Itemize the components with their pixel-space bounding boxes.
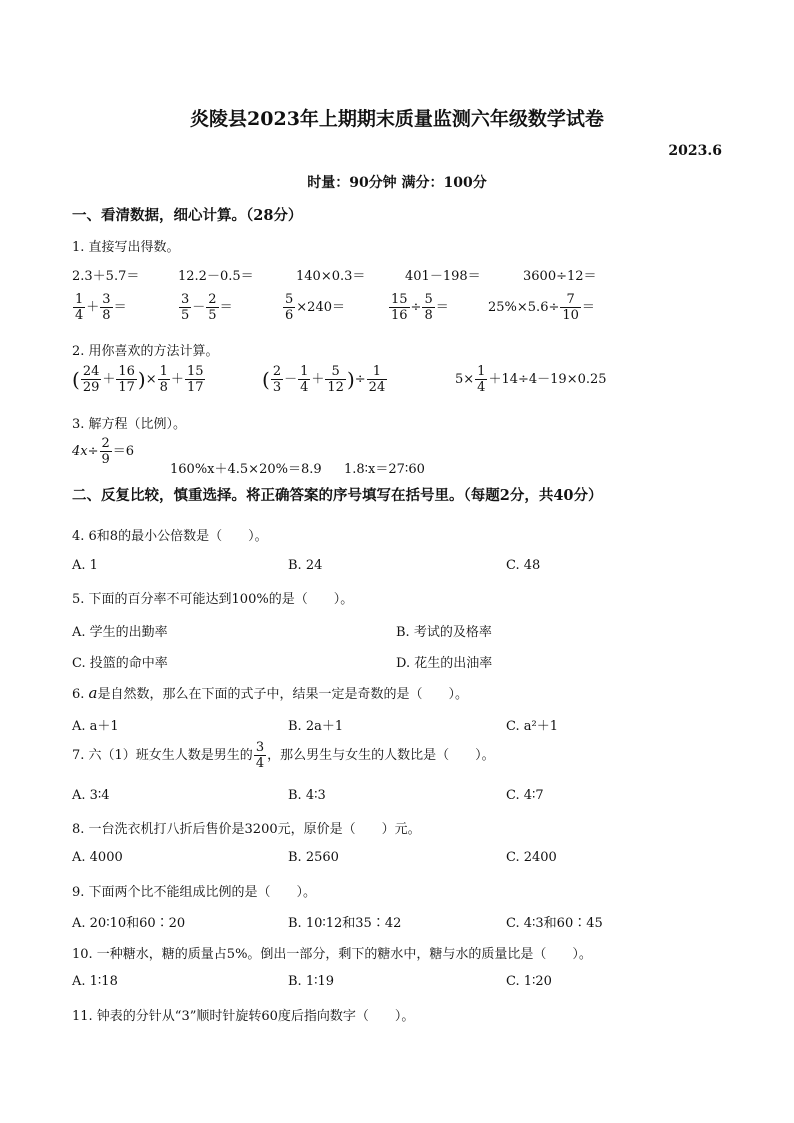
- q3-expr-3: 1.8∶x＝27∶60: [344, 462, 425, 477]
- fraction: $\frac{24}{29}$: [82, 364, 100, 395]
- question-6: 6. a是自然数，那么在下面的式子中，结果一定是奇数的是（ ）。: [72, 684, 469, 702]
- exam-date: 2023.6: [668, 143, 722, 159]
- q4-option-c: C. 48: [506, 558, 541, 573]
- fraction: $\frac{15}{16}$: [391, 292, 408, 323]
- fraction: $\frac{1}{8}$: [159, 364, 168, 395]
- q9-option-a: A. 20∶10和60∶20: [72, 916, 186, 931]
- q9-option-b: B. 10∶12和35∶42: [288, 916, 402, 931]
- q7-option-a: A. 3∶4: [72, 788, 110, 803]
- q10-option-b: B. 1∶19: [288, 974, 335, 989]
- fraction: $\frac{2}{9}$: [101, 436, 110, 467]
- q1-expr-5: 3600÷12＝: [523, 269, 597, 284]
- fraction: $\frac{7}{10}$: [562, 292, 579, 323]
- q1-expr-2: 12.2－0.5＝: [178, 269, 254, 284]
- q10-option-a: A. 1∶18: [72, 974, 118, 989]
- q9-option-c: C. 4∶3和60∶45: [506, 916, 603, 931]
- fraction: $\frac{16}{17}$: [118, 364, 135, 395]
- fraction: $\frac{3}{4}$: [255, 740, 265, 771]
- fraction: $\frac{5}{8}$: [424, 292, 433, 323]
- q8-option-b: B. 2560: [288, 850, 339, 865]
- question-5: 5. 下面的百分率不可能达到100%的是（ ）。: [72, 592, 354, 607]
- q1-expr-1: 2.3＋5.7＝: [72, 269, 140, 284]
- fraction: $\frac{1}{24}$: [368, 364, 386, 395]
- q2-expr-2: ( $\frac{2}{3}$ － $\frac{1}{4}$ ＋ $\frac{5}{12}$ )÷ $\frac{1}{24}$: [262, 364, 386, 395]
- question-8: 8. 一台洗衣机打八折后售价是3200元，原价是（ ）元。: [72, 822, 421, 837]
- q3-expr-2: 160%x＋4.5×20%＝8.9: [170, 462, 322, 477]
- fraction: $\frac{3}{8}$: [102, 292, 111, 323]
- fraction: $\frac{2}{3}$: [272, 364, 282, 395]
- fraction: $\frac{1}{4}$: [75, 292, 84, 323]
- section-2-heading: 二、反复比较，慎重选择。将正确答案的序号填写在括号里。（每题2分，共40分）: [72, 487, 603, 504]
- fraction: $\frac{5}{12}$: [327, 364, 344, 395]
- q5-option-d: D. 花生的出油率: [396, 656, 493, 671]
- q7-option-c: C. 4∶7: [506, 788, 544, 803]
- question-9: 9. 下面两个比不能组成比例的是（ ）。: [72, 885, 317, 900]
- q1-expr-3: 140×0.3＝: [296, 269, 366, 284]
- q8-option-a: A. 4000: [72, 850, 123, 865]
- q5-option-b: B. 考试的及格率: [396, 625, 492, 640]
- q6-option-c: C. a²＋1: [506, 719, 558, 734]
- q1-expr-8: $\frac{5}{6}$ ×240＝: [285, 292, 345, 323]
- q4-option-b: B. 24: [288, 558, 323, 573]
- fraction: $\frac{2}{5}$: [208, 292, 217, 323]
- q2-label: 2. 用你喜欢的方法计算。: [72, 344, 219, 359]
- q5-option-c: C. 投篮的命中率: [72, 656, 168, 671]
- q1-expr-7: $\frac{3}{5}$ － $\frac{2}{5}$ ＝: [181, 292, 233, 323]
- fraction: $\frac{15}{17}$: [186, 364, 204, 395]
- q1-expr-9: $\frac{15}{16}$ ÷ $\frac{5}{8}$ ＝: [391, 292, 449, 323]
- q6-option-b: B. 2a＋1: [288, 719, 344, 734]
- q1-expr-10: 25%×5.6÷ $\frac{7}{10}$ ＝: [488, 292, 595, 323]
- fraction: $\frac{5}{6}$: [285, 292, 294, 323]
- question-7: 7. 六（1）班女生人数是男生的 $\frac{3}{4}$ ，那么男生与女生的人数比是（ ）。: [72, 740, 495, 771]
- q1-expr-6: $\frac{1}{4}$ ＋ $\frac{3}{8}$ ＝: [75, 292, 127, 323]
- fraction: $\frac{1}{4}$: [477, 364, 486, 395]
- q4-option-a: A. 1: [72, 558, 98, 573]
- question-4: 4. 6和8的最小公倍数是（ ）。: [72, 529, 268, 544]
- q2-expr-1: ( $\frac{24}{29}$ ＋ $\frac{16}{17}$ )× $\frac{1}{8}$ ＋ $\frac{15}{17}$: [72, 364, 204, 395]
- q10-option-c: C. 1∶20: [506, 974, 552, 989]
- question-10: 10. 一种糖水，糖的质量占5%。倒出一部分，剩下的糖水中，糖与水的质量比是（ ）。: [72, 947, 592, 962]
- q5-option-a: A. 学生的出勤率: [72, 625, 168, 640]
- q6-option-a: A. a＋1: [72, 719, 119, 734]
- q7-option-b: B. 4∶3: [288, 788, 326, 803]
- q1-expr-4: 401－198＝: [405, 269, 481, 284]
- fraction: $\frac{1}{4}$: [300, 364, 309, 395]
- time-and-score-info: 时量：90分钟 满分：100分: [307, 175, 487, 191]
- exam-title: 炎陵县2023年上期期末质量监测六年级数学试卷: [190, 108, 604, 130]
- fraction: $\frac{3}{5}$: [181, 292, 190, 323]
- q8-option-c: C. 2400: [506, 850, 557, 865]
- section-1-heading: 一、看清数据，细心计算。（28分）: [72, 207, 303, 224]
- q2-expr-3: 5× $\frac{1}{4}$ ＋14÷4－19×0.25: [455, 364, 607, 395]
- q3-label: 3. 解方程（比例）。: [72, 417, 187, 432]
- q1-label: 1. 直接写出得数。: [72, 240, 180, 255]
- question-11: 11. 钟表的分针从“3”顺时针旋转60度后指向数字（ ）。: [72, 1009, 415, 1024]
- q3-expr-1: 4x÷ $\frac{2}{9}$ ＝6: [72, 436, 135, 467]
